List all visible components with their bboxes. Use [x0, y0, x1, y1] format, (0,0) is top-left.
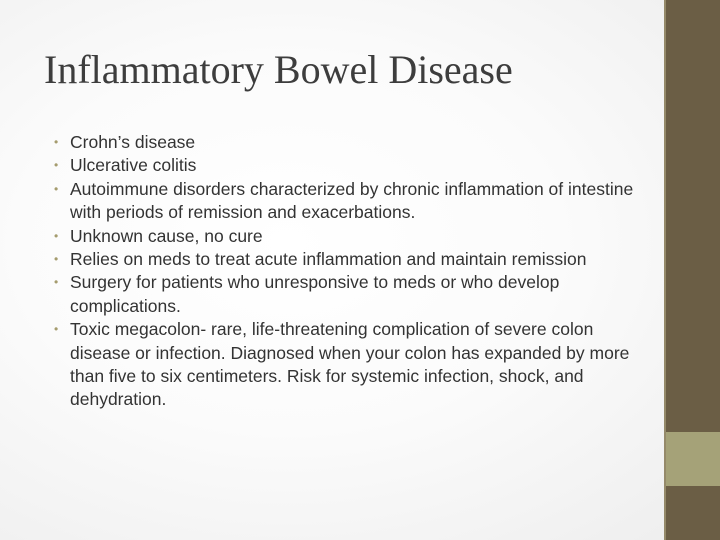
- bullet-list: [52, 131, 652, 412]
- slide-title: Inflammatory Bowel Disease: [44, 47, 513, 92]
- bullet-text: Relies on meds to treat acute inflammation and maintain remission: [70, 249, 587, 270]
- bullet-item: [52, 178, 652, 225]
- bullet-text: Unknown cause, no cure: [70, 225, 263, 246]
- bullet-dot-icon: •: [54, 322, 59, 337]
- bullet-item: [52, 318, 652, 412]
- bullet-dot-icon: •: [54, 135, 59, 149]
- bullet-text: Ulcerative colitis: [70, 155, 197, 176]
- bullet-dot-icon: •: [54, 252, 59, 267]
- bullet-item: [52, 154, 652, 177]
- bullet-dot-icon: •: [54, 181, 59, 196]
- bullet-dot-icon: •: [54, 158, 59, 173]
- bullet-dot-icon: •: [54, 228, 59, 243]
- side-band-accent: [666, 432, 720, 486]
- bullet-text: Autoimmune disorders characterized by chronic inflammation of intestine with periods of remission and exacerbations.: [70, 178, 634, 223]
- bullet-item: [52, 248, 652, 271]
- bullet-text: Crohn’s disease: [70, 132, 196, 152]
- bullet-item: [52, 131, 652, 154]
- bullet-item: [52, 225, 652, 248]
- bullet-text: Surgery for patients who unresponsive to meds or who develop complications.: [70, 272, 560, 316]
- bullet-text: Toxic megacolon- rare, life-threatening complication of severe colon disease or infection. Diagnosed when your colon has expanded by more than five to six centimeters. Risk for systemic infection, shock, and dehydration.: [70, 319, 630, 410]
- bullet-item: [52, 271, 652, 318]
- bullet-dot-icon: •: [54, 275, 59, 290]
